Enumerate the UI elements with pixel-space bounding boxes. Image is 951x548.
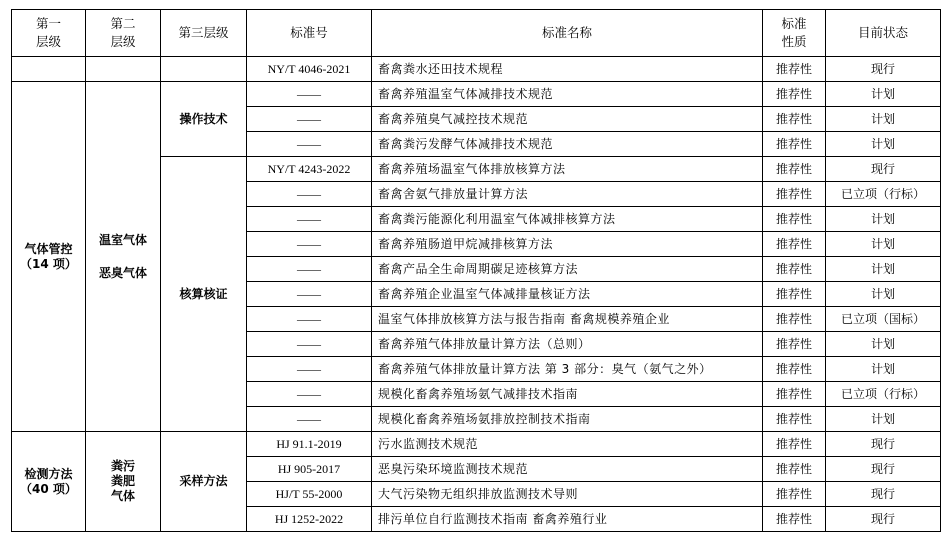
std-status: 计划 bbox=[826, 232, 941, 257]
std-status: 现行 bbox=[826, 457, 941, 482]
std-nature: 推荐性 bbox=[763, 382, 826, 407]
std-name: 污水监测技术规范 bbox=[372, 432, 763, 457]
std-name: 畜禽养殖肠道甲烷减排核算方法 bbox=[372, 232, 763, 257]
std-number: —— bbox=[247, 257, 372, 282]
level2-manure-gas bbox=[86, 432, 161, 532]
header-level1 bbox=[12, 10, 86, 57]
std-number: —— bbox=[247, 382, 372, 407]
std-status: 已立项（行标） bbox=[826, 182, 941, 207]
std-number: —— bbox=[247, 307, 372, 332]
level3-cell bbox=[161, 57, 247, 82]
level2-gas-types-line1: 温室气体 bbox=[98, 232, 147, 247]
std-nature: 推荐性 bbox=[763, 357, 826, 382]
std-number: HJ 1252-2022 bbox=[247, 507, 372, 532]
header-status: 目前状态 bbox=[826, 10, 941, 57]
header-nature-line2: 性质 bbox=[781, 34, 807, 49]
std-number: —— bbox=[247, 332, 372, 357]
std-nature: 推荐性 bbox=[763, 332, 826, 357]
std-name: 畜禽养殖气体排放量计算方法 第 3 部分：臭气（氨气之外） bbox=[372, 357, 763, 382]
level2-manure-gas-line3: 气体 bbox=[110, 489, 135, 503]
header-level1-line2: 层级 bbox=[35, 34, 61, 49]
std-name: 规模化畜禽养殖场氨气减排技术指南 bbox=[372, 382, 763, 407]
std-nature: 推荐性 bbox=[763, 82, 826, 107]
level1-gas-control-line2: （14 项） bbox=[20, 256, 77, 271]
std-name: 恶臭污染环境监测技术规范 bbox=[372, 457, 763, 482]
std-number: NY/T 4046-2021 bbox=[247, 57, 372, 82]
std-status: 已立项（行标） bbox=[826, 382, 941, 407]
std-nature: 推荐性 bbox=[763, 257, 826, 282]
table-row bbox=[12, 57, 941, 82]
std-number: —— bbox=[247, 207, 372, 232]
std-number: HJ 905-2017 bbox=[247, 457, 372, 482]
std-nature: 推荐性 bbox=[763, 432, 826, 457]
std-number: —— bbox=[247, 82, 372, 107]
std-status: 计划 bbox=[826, 257, 941, 282]
std-status: 已立项（国标） bbox=[826, 307, 941, 332]
std-status: 计划 bbox=[826, 407, 941, 432]
std-name: 畜禽养殖臭气减控技术规范 bbox=[372, 107, 763, 132]
level1-cell bbox=[12, 57, 86, 82]
level3-sampling-methods: 采样方法 bbox=[161, 432, 247, 532]
header-level2-line1: 第二 bbox=[110, 16, 136, 31]
std-status: 现行 bbox=[826, 482, 941, 507]
std-name: 大气污染物无组织排放监测技术导则 bbox=[372, 482, 763, 507]
std-number: —— bbox=[247, 182, 372, 207]
std-name: 畜禽产品全生命周期碳足迹核算方法 bbox=[372, 257, 763, 282]
std-number: NY/T 4243-2022 bbox=[247, 157, 372, 182]
std-name: 畜禽养殖气体排放量计算方法（总则） bbox=[372, 332, 763, 357]
std-name: 规模化畜禽养殖场氨排放控制技术指南 bbox=[372, 407, 763, 432]
std-status: 计划 bbox=[826, 207, 941, 232]
level2-manure-gas-line1: 粪污 bbox=[110, 459, 135, 473]
std-nature: 推荐性 bbox=[763, 457, 826, 482]
std-nature: 推荐性 bbox=[763, 307, 826, 332]
std-status: 计划 bbox=[826, 282, 941, 307]
std-status: 计划 bbox=[826, 107, 941, 132]
std-name: 畜禽粪水还田技术规程 bbox=[372, 57, 763, 82]
level2-cell bbox=[86, 57, 161, 82]
std-name: 畜禽粪污能源化利用温室气体减排核算方法 bbox=[372, 207, 763, 232]
std-status: 计划 bbox=[826, 82, 941, 107]
header-std-no: 标准号 bbox=[247, 10, 372, 57]
std-status: 现行 bbox=[826, 432, 941, 457]
level1-detection-methods-line2: （40 项） bbox=[20, 481, 77, 496]
std-nature: 推荐性 bbox=[763, 482, 826, 507]
std-name: 畜禽养殖温室气体减排技术规范 bbox=[372, 82, 763, 107]
level3-accounting-verification: 核算核证 bbox=[161, 157, 247, 432]
header-level1-line1: 第一 bbox=[35, 16, 61, 31]
std-name: 畜禽舍氨气排放量计算方法 bbox=[372, 182, 763, 207]
std-status: 现行 bbox=[826, 507, 941, 532]
level1-detection-methods-line1: 检测方法 bbox=[24, 466, 73, 481]
std-status: 计划 bbox=[826, 357, 941, 382]
level3-operation-technique: 操作技术 bbox=[161, 82, 247, 157]
std-number: HJ 91.1-2019 bbox=[247, 432, 372, 457]
level1-detection-methods bbox=[12, 432, 86, 532]
std-name: 畜禽粪污发酵气体减排技术规范 bbox=[372, 132, 763, 157]
std-number: —— bbox=[247, 282, 372, 307]
table-row bbox=[12, 432, 941, 457]
std-name: 畜禽养殖场温室气体排放核算方法 bbox=[372, 157, 763, 182]
std-nature: 推荐性 bbox=[763, 207, 826, 232]
header-std-name: 标准名称 bbox=[372, 10, 763, 57]
std-number: —— bbox=[247, 132, 372, 157]
std-number: —— bbox=[247, 107, 372, 132]
level1-gas-control bbox=[12, 82, 86, 432]
header-row bbox=[12, 10, 941, 57]
std-nature: 推荐性 bbox=[763, 407, 826, 432]
std-name: 温室气体排放核算方法与报告指南 畜禽规模养殖企业 bbox=[372, 307, 763, 332]
header-nature-line1: 标准 bbox=[781, 16, 807, 31]
std-number: HJ/T 55-2000 bbox=[247, 482, 372, 507]
std-status: 计划 bbox=[826, 132, 941, 157]
level2-manure-gas-line2: 粪肥 bbox=[110, 474, 135, 488]
header-nature bbox=[763, 10, 826, 57]
level2-gas-types-line2: 恶臭气体 bbox=[98, 265, 147, 280]
level1-gas-control-line1: 气体管控 bbox=[24, 241, 73, 256]
std-number: —— bbox=[247, 357, 372, 382]
table-row bbox=[12, 82, 941, 107]
std-nature: 推荐性 bbox=[763, 157, 826, 182]
std-nature: 推荐性 bbox=[763, 232, 826, 257]
header-level3: 第三层级 bbox=[161, 10, 247, 57]
std-status: 现行 bbox=[826, 57, 941, 82]
standards-table bbox=[11, 9, 941, 532]
std-nature: 推荐性 bbox=[763, 507, 826, 532]
std-status: 计划 bbox=[826, 332, 941, 357]
level2-gas-types bbox=[86, 82, 161, 432]
std-number: —— bbox=[247, 232, 372, 257]
std-status: 现行 bbox=[826, 157, 941, 182]
header-level2 bbox=[86, 10, 161, 57]
std-nature: 推荐性 bbox=[763, 282, 826, 307]
std-nature: 推荐性 bbox=[763, 182, 826, 207]
std-nature: 推荐性 bbox=[763, 132, 826, 157]
std-name: 畜禽养殖企业温室气体减排量核证方法 bbox=[372, 282, 763, 307]
header-level2-line2: 层级 bbox=[110, 34, 136, 49]
std-name: 排污单位自行监测技术指南 畜禽养殖行业 bbox=[372, 507, 763, 532]
std-nature: 推荐性 bbox=[763, 57, 826, 82]
std-number: —— bbox=[247, 407, 372, 432]
std-nature: 推荐性 bbox=[763, 107, 826, 132]
